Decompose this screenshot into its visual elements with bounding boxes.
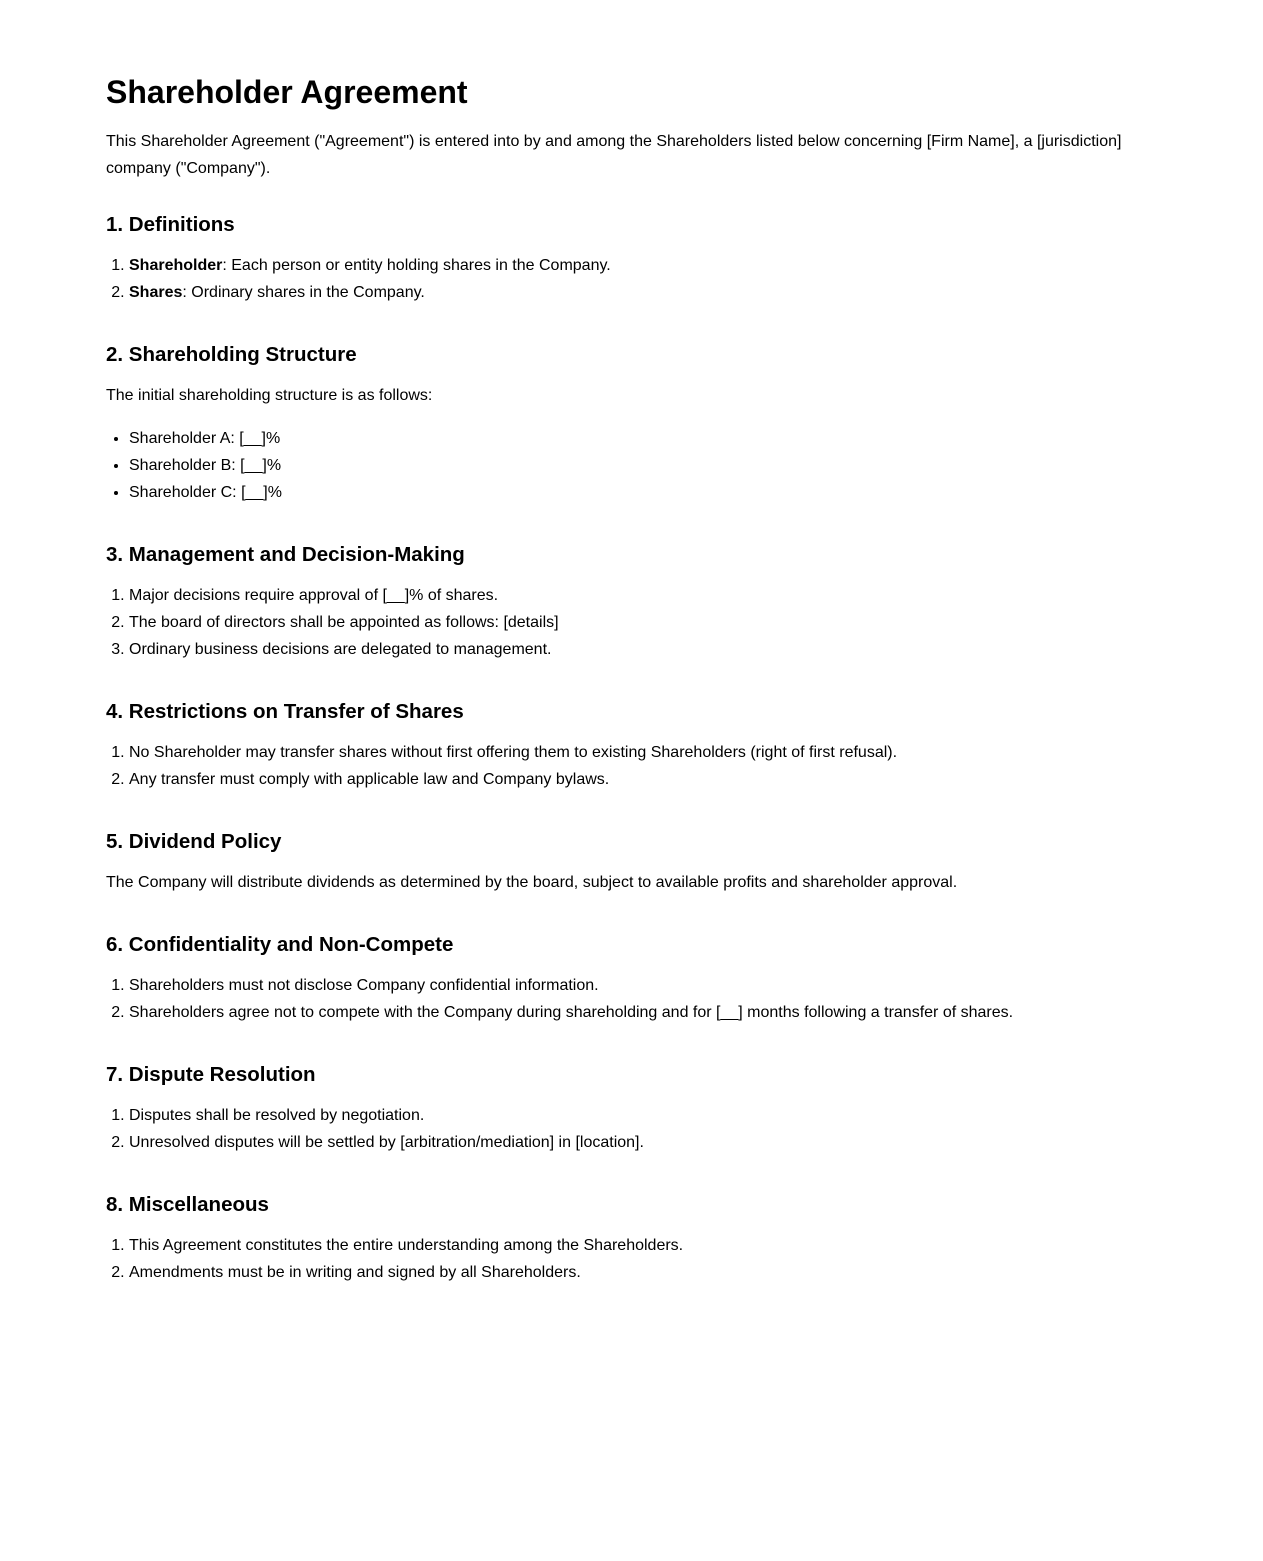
list-item: • Shareholder A: [__]% [129, 425, 1157, 452]
list-item: 2. Unresolved disputes will be settled by [arbitration/mediation] in [location]. [129, 1129, 1157, 1156]
list-item: 2. Amendments must be in writing and signed by all Shareholders. [129, 1259, 1157, 1286]
document-title: Shareholder Agreement [106, 74, 468, 110]
section-paragraph: The initial shareholding structure is as follows: [106, 387, 433, 404]
list-item: 2. Shareholders agree not to compete with the Company during shareholding and for [__] months following a transfer of shares. [129, 999, 1157, 1026]
definitions-list [106, 252, 1157, 306]
list-item: 1. This Agreement constitutes the entire understanding among the Shareholders. [129, 1232, 1157, 1259]
section-miscellaneous [106, 1192, 1157, 1286]
list-item [129, 252, 1157, 279]
section-shareholding-structure [106, 342, 1157, 506]
shareholders-list [106, 425, 1157, 506]
section-heading: 5. Dividend Policy [106, 830, 282, 853]
list-item: 2. Any transfer must comply with applicable law and Company bylaws. [129, 766, 1157, 793]
section-management [106, 542, 1157, 663]
section-paragraph: The Company will distribute dividends as determined by the board, subject to available profits and shareholder approval. [106, 874, 958, 891]
dispute-list [106, 1102, 1157, 1156]
list-item: 1. Major decisions require approval of [__]% of shares. [129, 582, 1157, 609]
list-item [129, 279, 1157, 306]
section-heading: 3. Management and Decision-Making [106, 543, 465, 566]
list-item: 1. Shareholders must not disclose Company confidential information. [129, 972, 1157, 999]
section-dividend-policy [106, 829, 1157, 896]
term: Shares [129, 284, 183, 301]
section-heading: 8. Miscellaneous [106, 1193, 269, 1216]
management-list [106, 582, 1157, 663]
list-item: • Shareholder B: [__]% [129, 452, 1157, 479]
section-heading: 7. Dispute Resolution [106, 1063, 316, 1086]
miscellaneous-list [106, 1232, 1157, 1286]
list-item: 1. No Shareholder may transfer shares without first offering them to existing Shareholders (right of first refusal). [129, 739, 1157, 766]
definition: : Ordinary shares in the Company. [182, 284, 425, 301]
section-heading: 4. Restrictions on Transfer of Shares [106, 700, 464, 723]
list-item: • Shareholder C: [__]% [129, 479, 1157, 506]
section-heading: 1. Definitions [106, 213, 235, 236]
section-confidentiality [106, 932, 1157, 1026]
definition: : Each person or entity holding shares in the Company. [222, 257, 611, 274]
intro-paragraph: This Shareholder Agreement ("Agreement") is entered into by and among the Shareholders listed below concerning [Firm Name], a [jurisdiction] company ("Company"). [106, 133, 1122, 177]
term: Shareholder [129, 257, 223, 274]
section-definitions [106, 212, 1157, 306]
list-item: 3. Ordinary business decisions are delegated to management. [129, 636, 1157, 663]
section-heading: 2. Shareholding Structure [106, 343, 357, 366]
list-item: 2. The board of directors shall be appointed as follows: [details] [129, 609, 1157, 636]
list-item: 1. Disputes shall be resolved by negotiation. [129, 1102, 1157, 1129]
section-dispute-resolution [106, 1062, 1157, 1156]
section-transfer-restrictions [106, 699, 1157, 793]
section-heading: 6. Confidentiality and Non-Compete [106, 933, 454, 956]
confidentiality-list [106, 972, 1157, 1026]
transfer-list [106, 739, 1157, 793]
